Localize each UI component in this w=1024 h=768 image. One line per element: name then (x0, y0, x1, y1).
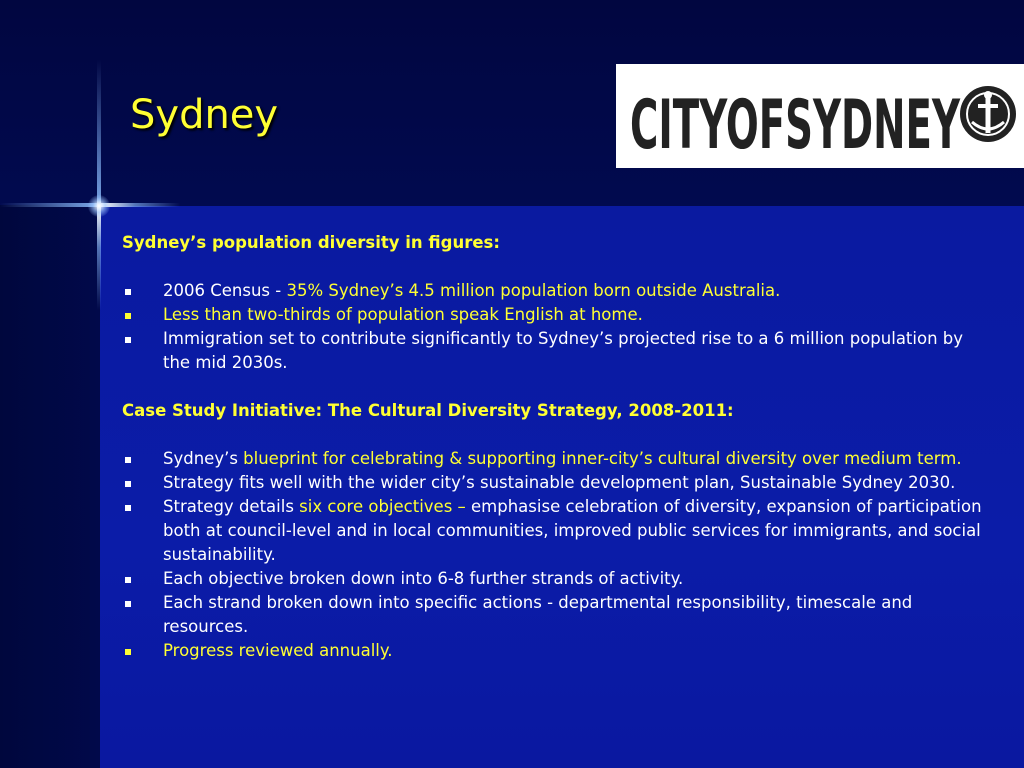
city-of-sydney-logo (616, 64, 1024, 168)
list-item: Strategy details six core objectives – emphasise celebration of diversity, expansion of participation both at council-level and in local communities, improved public services for immigrants, and social sustainability. (122, 495, 992, 567)
list-item: 2006 Census - 35% Sydney’s 4.5 million population born outside Australia. (122, 279, 992, 303)
section1-list (122, 279, 992, 375)
sydney-crest-icon (960, 86, 1016, 142)
list-item: Strategy fits well with the wider city’s sustainable development plan, Sustainable Sydney 2030. (122, 471, 992, 495)
bullet-icon (125, 481, 131, 487)
list-item: Sydney’s blueprint for celebrating & supporting inner-city’s cultural diversity over medium term. (122, 447, 992, 471)
section2-heading: Case Study Initiative: The Cultural Diversity Strategy, 2008-2011: (122, 401, 734, 420)
section1-heading: Sydney’s population diversity in figures: (122, 233, 500, 252)
left-strip (0, 205, 100, 768)
slide-title: Sydney (130, 92, 279, 138)
list-item: Immigration set to contribute significantly to Sydney’s projected rise to a 6 million population by the mid 2030s. (122, 327, 992, 375)
list-item: Each strand broken down into specific actions - departmental responsibility, timescale and resources. (122, 591, 992, 639)
bullet-icon (125, 601, 131, 607)
bullet-icon (125, 337, 131, 343)
section2-list (122, 447, 992, 663)
bullet-icon (125, 457, 131, 463)
list-item: Each objective broken down into 6-8 further strands of activity. (122, 567, 992, 591)
glow-star (88, 195, 110, 217)
slide-body (122, 231, 992, 663)
bullet-icon (125, 313, 131, 319)
logo-wordmark: CITYOFSYDNEY (630, 86, 961, 165)
bullet-icon (125, 649, 131, 655)
bullet-icon (125, 577, 131, 583)
list-item: Progress reviewed annually. (122, 639, 992, 663)
bullet-icon (125, 289, 131, 295)
bullet-icon (125, 505, 131, 511)
glow-line-vertical (97, 60, 101, 310)
list-item: Less than two-thirds of population speak English at home. (122, 303, 992, 327)
